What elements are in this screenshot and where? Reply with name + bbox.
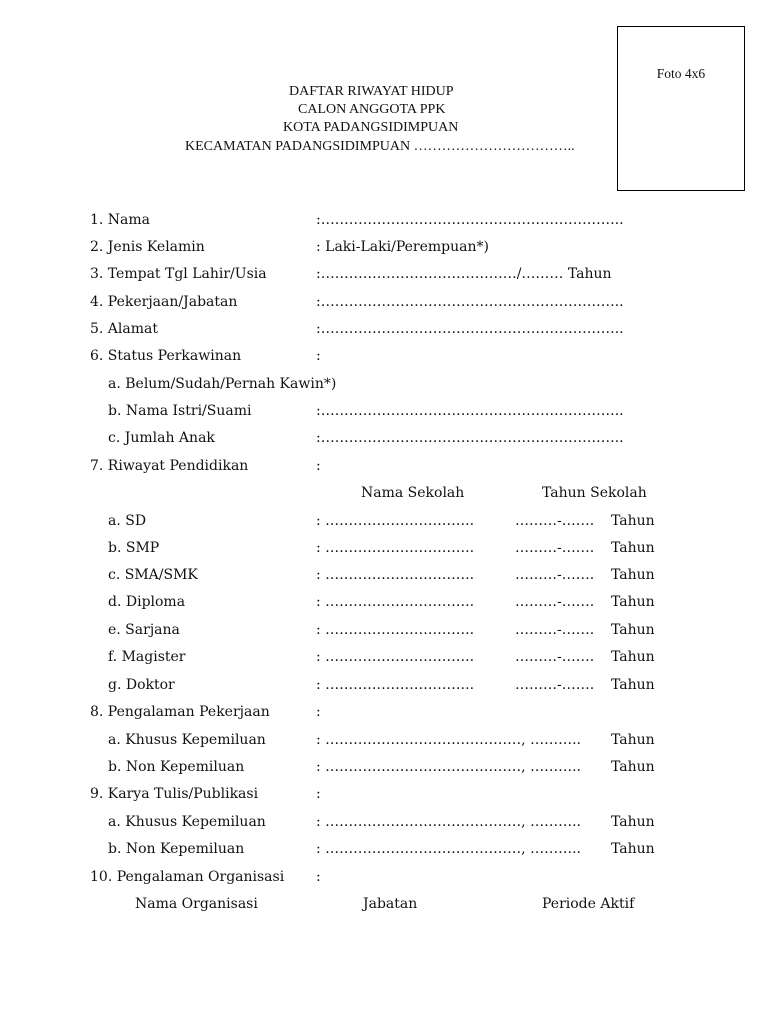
work-row-label: b. Non Kepemiluan [108,759,245,775]
field-label-ttl: 3. Tempat Tgl Lahir/Usia [90,266,267,282]
work-row-unit: Tahun [611,732,655,748]
edu-level: d. Diploma [108,594,186,610]
publication-row-unit: Tahun [611,841,655,857]
organization-section-colon: : [316,869,321,885]
edu-unit: Tahun [611,540,655,556]
work-section-label: 8. Pengalaman Pekerjaan [90,704,270,720]
edu-unit: Tahun [611,677,655,693]
field-value-status-b[interactable]: :……………………………………………………….. [316,403,624,419]
work-row-unit: Tahun [611,759,655,775]
edu-unit: Tahun [611,594,655,610]
edu-level: e. Sarjana [108,622,180,638]
field-value-status-c[interactable]: :……………………………………………………….. [316,430,624,446]
publication-row-unit: Tahun [611,814,655,830]
edu-level: g. Doktor [108,677,175,693]
publication-row-value[interactable]: : ……………………………………, ……….. [316,814,581,830]
edu-school[interactable]: : ………………………….. [316,622,475,638]
field-label-status: 6. Status Perkawinan [90,348,242,364]
doc-subtitle: CALON ANGGOTA PPK [298,102,446,117]
edu-year[interactable]: ………-……. [515,567,595,583]
edu-col-school: Nama Sekolah [361,485,465,501]
edu-unit: Tahun [611,513,655,529]
edu-school[interactable]: : ………………………….. [316,567,475,583]
publication-row-value[interactable]: : ……………………………………, ……….. [316,841,581,857]
edu-year[interactable]: ………-……. [515,677,595,693]
work-section-colon: : [316,704,321,720]
doc-district: KECAMATAN PADANGSIDIMPUAN …………………………….. [185,139,575,154]
edu-unit: Tahun [611,567,655,583]
edu-school[interactable]: : ………………………….. [316,649,475,665]
edu-year[interactable]: ………-……. [515,540,595,556]
photo-label: Foto 4x6 [656,66,706,81]
field-label-jenis-kelamin: 2. Jenis Kelamin [90,239,205,255]
edu-level: f. Magister [108,649,186,665]
photo-placeholder [617,26,745,191]
field-value-alamat[interactable]: :……………………………………………………….. [316,321,624,337]
edu-col-year: Tahun Sekolah [542,485,647,501]
edu-school[interactable]: : ………………………….. [316,594,475,610]
edu-year[interactable]: ………-……. [515,594,595,610]
edu-school[interactable]: : ………………………….. [316,677,475,693]
field-label-status-a[interactable]: a. Belum/Sudah/Pernah Kawin*) [108,376,337,392]
work-row-label: a. Khusus Kepemiluan [108,732,266,748]
organization-col-name: Nama Organisasi [135,896,258,912]
doc-city: KOTA PADANGSIDIMPUAN [283,120,459,135]
field-value-pekerjaan[interactable]: :……………………………………………………….. [316,294,624,310]
organization-col-position: Jabatan [363,896,418,912]
edu-unit: Tahun [611,622,655,638]
edu-school[interactable]: : ………………………….. [316,540,475,556]
field-colon-status: : [316,348,321,364]
edu-year[interactable]: ………-……. [515,513,595,529]
organization-col-period: Periode Aktif [542,896,635,912]
field-label-nama: 1. Nama [90,212,151,228]
edu-level: b. SMP [108,540,160,556]
edu-year[interactable]: ………-……. [515,649,595,665]
edu-year[interactable]: ………-……. [515,622,595,638]
organization-section-label: 10. Pengalaman Organisasi [90,869,285,885]
field-value-nama[interactable]: :……………………………………………………….. [316,212,624,228]
field-label-status-c: c. Jumlah Anak [108,430,215,446]
publication-section-label: 9. Karya Tulis/Publikasi [90,786,259,802]
field-label-alamat: 5. Alamat [90,321,158,337]
edu-school[interactable]: : ………………………….. [316,513,475,529]
field-value-jenis-kelamin[interactable]: : Laki-Laki/Perempuan*) [316,239,489,255]
field-label-status-b: b. Nama Istri/Suami [108,403,252,419]
field-value-ttl[interactable]: :……………………………………/……… Tahun [316,266,612,282]
work-row-value[interactable]: : ……………………………………, ……….. [316,732,581,748]
edu-unit: Tahun [611,649,655,665]
publication-section-colon: : [316,786,321,802]
publication-row-label: b. Non Kepemiluan [108,841,245,857]
field-label-pendidikan: 7. Riwayat Pendidikan [90,458,249,474]
edu-level: c. SMA/SMK [108,567,198,583]
field-label-pekerjaan: 4. Pekerjaan/Jabatan [90,294,238,310]
work-row-value[interactable]: : ……………………………………, ……….. [316,759,581,775]
edu-level: a. SD [108,513,147,529]
doc-title: DAFTAR RIWAYAT HIDUP [289,84,454,99]
field-colon-pendidikan: : [316,458,321,474]
publication-row-label: a. Khusus Kepemiluan [108,814,266,830]
